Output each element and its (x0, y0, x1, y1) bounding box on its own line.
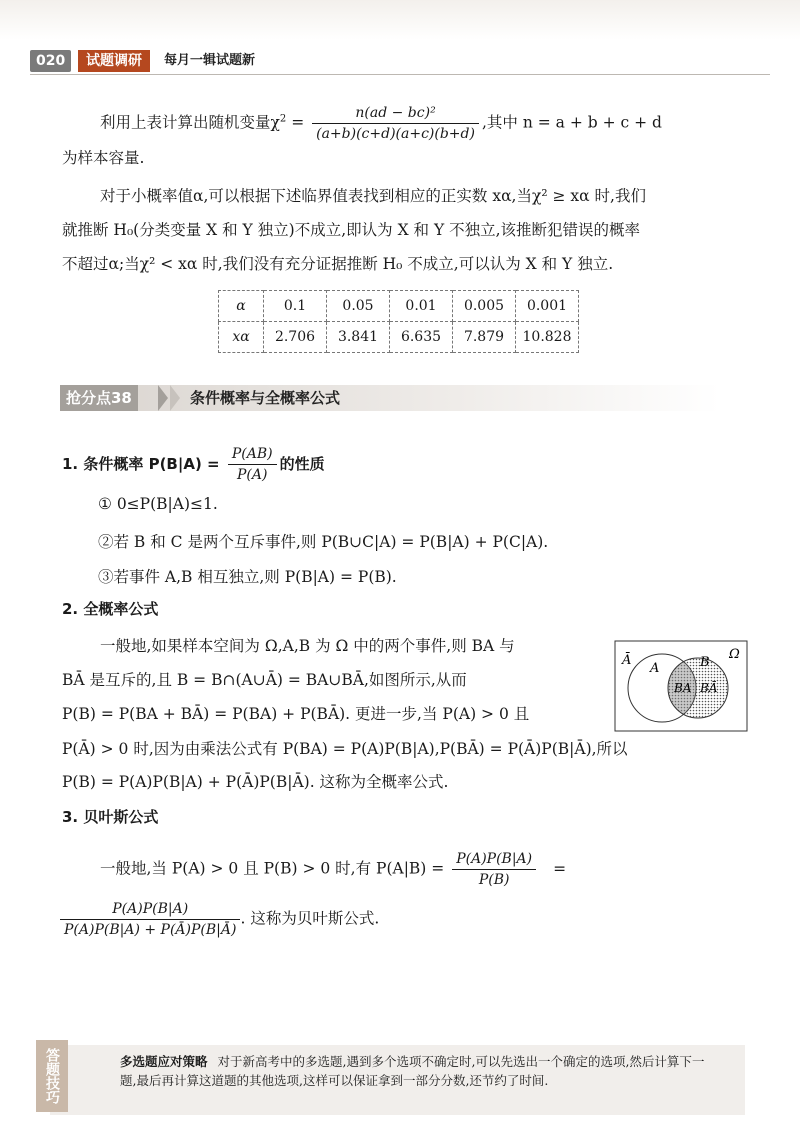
table-cell: 7.879 (453, 322, 516, 353)
fraction-denominator: (a+b)(c+d)(a+c)(b+d) (316, 126, 475, 142)
header-divider (30, 74, 770, 75)
table-cell: 0.05 (327, 291, 390, 322)
s1-item-3: ③若事件 A,B 相互独立,则 P(B|A) = P(B). (98, 568, 397, 586)
tip-title: 多选题应对策略 (120, 1054, 208, 1069)
s2-line-2: BĀ 是互斥的,且 B = B∩(A∪Ā) = BA∪BĀ,如图所示,从而 (62, 671, 467, 689)
s2-heading: 2. 全概率公式 (62, 600, 159, 618)
bayes-fraction-1 (452, 850, 536, 889)
fraction-numerator: n(ad − bc)² (312, 104, 479, 124)
tip-body: 对于新高考中的多选题,遇到多个选项不确定时,可以先选出一个确定的选项,然后计算下一题,最后再计算这道题的其他选项,这样可以保证拿到一部分分数,还节约了时间. (120, 1054, 705, 1088)
s1-heading-text: 1. 条件概率 P(B|A) = (62, 455, 225, 473)
s2-line-1: 一般地,如果样本空间为 Ω,A,B 为 Ω 中的两个事件,则 BA 与 (100, 637, 515, 655)
table-cell: 3.841 (327, 322, 390, 353)
intro-line-2: 为样本容量. (62, 149, 145, 167)
header-tag: 试题调研 (78, 50, 150, 72)
label-ba: BA (674, 681, 692, 695)
table-cell: 0.001 (516, 291, 579, 322)
s1-item-1: ① 0≤P(B|A)≤1. (98, 495, 218, 513)
fraction-denominator: P(A)P(B|A) + P(Ā)P(B|Ā) (64, 922, 237, 938)
table-cell: 2.706 (264, 322, 327, 353)
s3-line-1-text: 一般地,当 P(A) > 0 且 P(B) > 0 时,有 P(A|B) = (100, 859, 450, 878)
s3-heading: 3. 贝叶斯公式 (62, 808, 159, 826)
label-omega: Ω (729, 647, 740, 662)
s2-line-3: P(B) = P(BA + BĀ) = P(BA) + P(BĀ). 更进一步,当 P(A) > 0 且 (62, 705, 530, 723)
intro-line-1 (100, 104, 662, 143)
intro-line-3: 对于小概率值α,可以根据下述临界值表找到相应的正实数 xα,当χ² ≥ xα 时,我们 (100, 187, 646, 205)
fraction-numerator: P(A)P(B|A) (452, 850, 536, 870)
s1-fraction (228, 445, 277, 484)
intro-text: 利用上表计算出随机变量χ (100, 113, 280, 132)
table-row (219, 322, 579, 353)
s3-line-2-tail: . 这称为贝叶斯公式. (240, 909, 380, 928)
table-row-header: xα (219, 322, 264, 353)
table-cell: 6.635 (390, 322, 453, 353)
s1-item-2: ②若 B 和 C 是两个互斥事件,则 P(B∪C|A) = P(B|A) + P(C|A). (98, 533, 549, 551)
chi-exponent: 2 (279, 113, 287, 125)
table-cell: 0.01 (390, 291, 453, 322)
section-arrow-icon (158, 385, 168, 411)
table-row-header: α (219, 291, 264, 322)
tip-side-label: 答题技巧 (36, 1040, 68, 1112)
venn-diagram (614, 640, 748, 732)
critical-value-table (218, 290, 579, 353)
intro-line-4: 就推断 H₀(分类变量 X 和 Y 独立)不成立,即认为 X 和 Y 不独立,该推断犯错误的概率 (62, 221, 641, 239)
label-b: B (700, 655, 710, 670)
label-a: A (650, 661, 660, 676)
tip-text (120, 1052, 720, 1090)
s3-line-1 (100, 850, 566, 889)
s1-heading-tail: 的性质 (279, 455, 325, 473)
table-cell: 0.005 (453, 291, 516, 322)
section-label: 抢分点38 (60, 385, 138, 411)
header-band (0, 0, 800, 40)
fraction-denominator: P(A) (236, 467, 268, 483)
table-cell: 0.1 (264, 291, 327, 322)
intro-line-5: 不超过α;当χ² < xα 时,我们没有充分证据推断 H₀ 不成立,可以认为 X 和 Y 独立. (62, 255, 614, 273)
equals: = (553, 859, 567, 878)
section-title: 条件概率与全概率公式 (190, 389, 341, 407)
s3-line-2 (60, 900, 379, 939)
s1-heading (62, 445, 325, 484)
chi-square-fraction (312, 104, 479, 143)
bayes-fraction-2 (60, 900, 240, 939)
fraction-numerator: P(A)P(B|A) (60, 900, 240, 920)
section-arrow-icon-2 (170, 385, 180, 411)
header-subtitle: 每月一辑试题新 (164, 53, 256, 68)
fraction-numerator: P(AB) (228, 445, 277, 465)
intro-tail: ,其中 n = a + b + c + d (481, 113, 662, 132)
equals: = (286, 113, 310, 132)
label-b-abar: BĀ (700, 681, 718, 695)
page-number: 020 (30, 50, 71, 72)
label-a-bar: Ā (622, 653, 632, 668)
fraction-denominator: P(B) (478, 872, 510, 888)
table-cell: 10.828 (516, 322, 579, 353)
table-row (219, 291, 579, 322)
s2-line-4: P(Ā) > 0 时,因为由乘法公式有 P(BA) = P(A)P(B|A),P(BĀ) = P(Ā)P(B|Ā),所以 (62, 740, 628, 758)
s2-line-5: P(B) = P(A)P(B|A) + P(Ā)P(B|Ā). 这称为全概率公式. (62, 773, 449, 791)
